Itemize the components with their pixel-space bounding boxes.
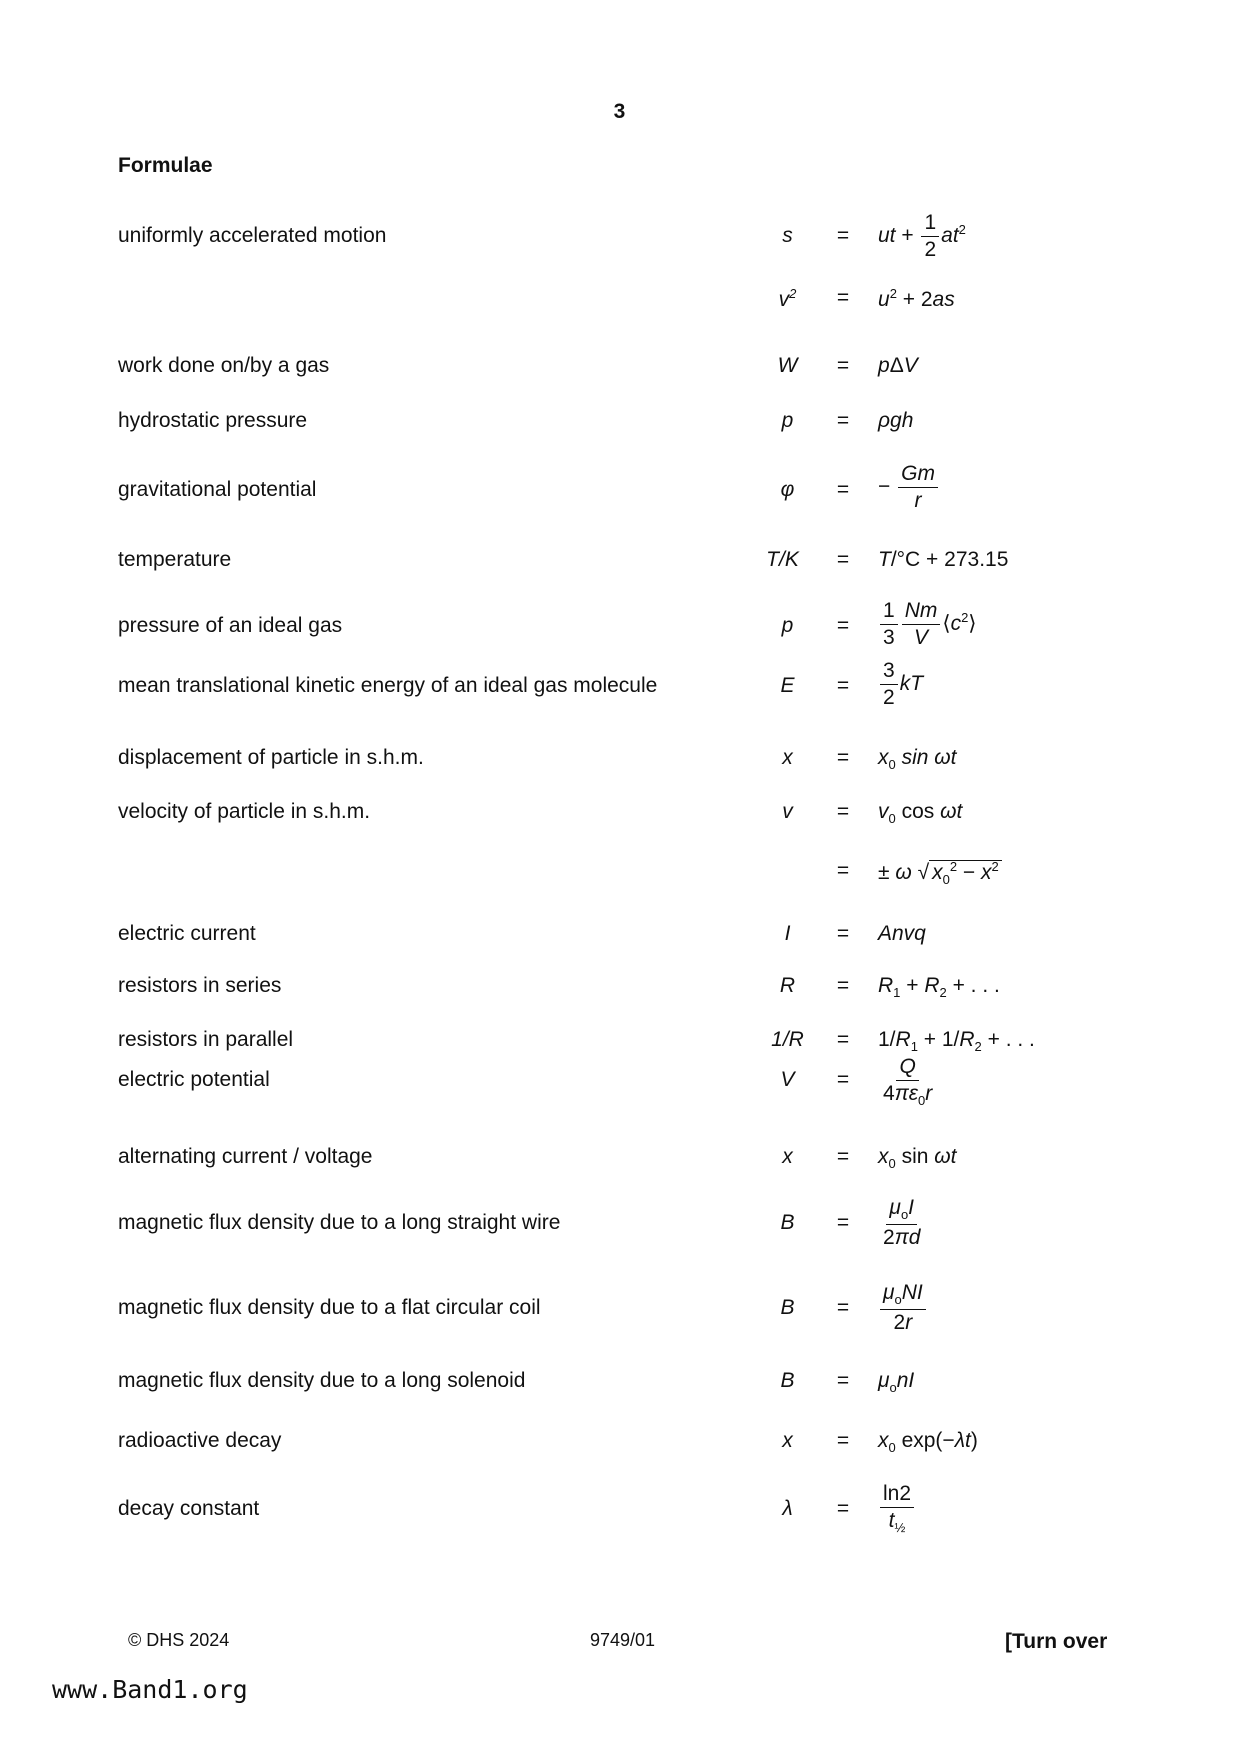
formula-expression: pΔV (878, 354, 918, 377)
formula-symbol: x (782, 1429, 793, 1452)
page-number: 3 (613, 100, 626, 123)
formula-symbol: R (779, 974, 796, 997)
equals-sign: = (836, 548, 850, 571)
formula-label: temperature (118, 548, 232, 571)
formula-expression: ρgh (878, 409, 914, 432)
formula-symbol: T/K (766, 548, 799, 571)
section-heading: Formulae (118, 154, 213, 177)
formula-label: resistors in parallel (118, 1028, 294, 1051)
equals-sign: = (836, 1211, 850, 1234)
formula-symbol: x (782, 746, 793, 769)
equals-sign: = (836, 746, 850, 769)
equals-sign: = (836, 286, 850, 309)
equals-sign: = (836, 354, 850, 377)
formula-symbol: B (780, 1369, 795, 1392)
formula-symbol: V (780, 1068, 795, 1091)
formula-expression: $x_0$ exp(−λt) (878, 1429, 978, 1456)
formula-label: work done on/by a gas (118, 354, 330, 377)
formula-symbol: E (780, 674, 795, 697)
formula-label: magnetic flux density due to a long solenoid (118, 1369, 526, 1392)
equals-sign: = (836, 1497, 850, 1520)
formula-expression: $v_0$ cos ωt (878, 800, 963, 827)
formula-label: pressure of an ideal gas (118, 614, 343, 637)
formula-expression: $1/R_1 + 1/R_2$ + . . . (878, 1028, 1035, 1055)
formula-expression: ± ω √ $x_0^2 - x^2$ (878, 859, 1002, 887)
equals-sign: = (836, 800, 850, 823)
formula-expression: $\frac{1}{3}$ $\frac{Nm}{V}$ $⟨c^2⟩$ (878, 600, 977, 649)
formula-symbol: x (782, 1145, 793, 1168)
formula-expression: T/°C + 273.15 (878, 548, 1009, 571)
formula-symbol: λ (782, 1497, 793, 1520)
footer-paper-code: 9749/01 (590, 1630, 656, 1650)
formula-label: magnetic flux density due to a flat circular coil (118, 1296, 541, 1319)
equals-sign: = (836, 409, 850, 432)
equals-sign: = (836, 224, 850, 247)
formula-symbol: B (780, 1211, 795, 1234)
equals-sign: = (836, 859, 850, 882)
formula-symbol: s (782, 224, 793, 247)
watermark: www.Band1.org (52, 1675, 248, 1704)
formula-label: velocity of particle in s.h.m. (118, 800, 371, 823)
formula-symbol: p (781, 409, 794, 432)
formula-symbol: 1/R (771, 1028, 804, 1051)
formula-label: magnetic flux density due to a long straight wire (118, 1211, 561, 1234)
formula-symbol: B (780, 1296, 795, 1319)
formula-symbol: W (777, 354, 798, 377)
footer-copyright: © DHS 2024 (128, 1630, 230, 1650)
formula-expression: $\frac{\mu_oI}{2\pi d}$ (883, 1196, 921, 1249)
formula-symbol: I (784, 922, 791, 945)
equals-sign: = (836, 1369, 850, 1392)
formula-label: uniformly accelerated motion (118, 224, 387, 247)
equals-sign: = (836, 1068, 850, 1091)
formula-label: resistors in series (118, 974, 282, 997)
formula-expression: $x_0$ sin ωt (878, 746, 957, 773)
formula-expression: $\frac{\ln 2}{t_{\frac{1}{2}}}$ (878, 1483, 916, 1535)
formula-label: radioactive decay (118, 1429, 282, 1452)
equals-sign: = (836, 674, 850, 697)
formula-label: gravitational potential (118, 478, 317, 501)
formula-symbol: φ (780, 478, 795, 501)
formula-symbol: p (781, 614, 794, 637)
formula-label: displacement of particle in s.h.m. (118, 746, 424, 769)
equals-sign: = (836, 1145, 850, 1168)
equals-sign: = (836, 1429, 850, 1452)
formula-expression: $\frac{Q}{4\pi\varepsilon_0r}$ (883, 1055, 933, 1109)
formula-label: electric current (118, 922, 256, 945)
formula-expression: $\mu_onI$ (878, 1369, 915, 1396)
formula-expression: $\frac{3}{2}$ kT (878, 660, 923, 709)
equals-sign: = (836, 1296, 850, 1319)
formula-expression: $\frac{\mu_oNI}{2r}$ (878, 1282, 928, 1334)
footer-turn-over: [Turn over (1005, 1630, 1108, 1653)
formula-expression: − $\frac{Gm}{r}$ (878, 463, 940, 512)
formula-expression: $R_1 + R_2$ + . . . (878, 974, 1000, 1001)
equals-sign: = (836, 614, 850, 637)
formula-expression: ut + $\frac{1}{2}$ $at^2$ (878, 211, 966, 262)
formula-label: alternating current / voltage (118, 1145, 373, 1168)
formula-symbol: v (782, 800, 793, 823)
equals-sign: = (836, 922, 850, 945)
formula-label: decay constant (118, 1497, 260, 1520)
formula-symbol: $v^2$ (778, 286, 797, 311)
formula-expression: $u^2 + 2as$ (878, 286, 955, 311)
equals-sign: = (836, 1028, 850, 1051)
equals-sign: = (836, 478, 850, 501)
formula-expression: $x_0$ sin ωt (878, 1145, 957, 1172)
equals-sign: = (836, 974, 850, 997)
formula-label: mean translational kinetic energy of an ideal gas molecule (118, 674, 658, 697)
formula-label: hydrostatic pressure (118, 409, 308, 432)
formula-label: electric potential (118, 1068, 270, 1091)
formula-expression: Anvq (878, 922, 926, 945)
